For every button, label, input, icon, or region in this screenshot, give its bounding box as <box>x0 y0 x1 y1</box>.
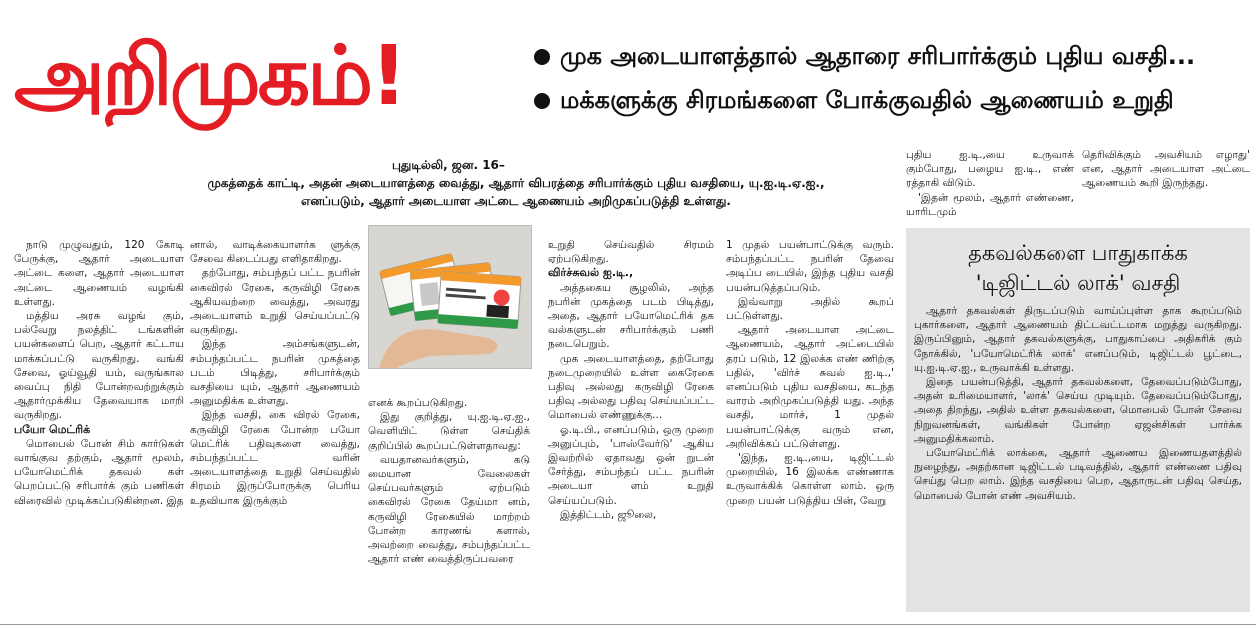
paragraph: ஓ.டி.பி., எனப்படும், ஒரு முறை அனுப்பும், 'பாஸ்வேர்டு' ஆகிய இவற்றில் ஏதாவது ஒன் றுடன் சேர்த்து, சம்பந்தப் பட்ட நபரின் அடையா ளம் உறுதி செய்யப்படும். <box>548 423 714 507</box>
paragraph: மொபைல் போன் சிம் கார்டுகள் வாங்குவ தற்கும், ஆதார் மூலம், பயோமெட்ரிக் தகவல் கள் பெறப்பட்டு சரிபார்க் கும் பணிகள் விரைவில் முடிக்கப்படுகின்றன. இத <box>14 437 184 507</box>
paragraph: தற்போது, சம்பந்தப் பட்ட நபரின் கைவிரல் ரேகை, கருவிழி ரேகை ஆகியவற்றை வைத்து, அவரது அடையாளம் உறுதி செய்யப்பட்டு வருகிறது. <box>190 267 360 337</box>
paragraph: னால், வாடிக்கையாளர்க ளுக்கு சேவை கிடைப்பது எளிதாகிறது. <box>190 239 360 266</box>
sidebar-box-body <box>914 304 1242 604</box>
sidebar-box-title <box>906 238 1250 298</box>
bottom-divider <box>0 624 1256 625</box>
bullet-text: முக அடையாளத்தால் ஆதாரை சரிபார்க்கும் புதிய வசதி... <box>560 42 1196 70</box>
paragraph: வயதானவர்களும், கடு மையான வேலைகள் செய்பவர்களும் ஏற்படும் கைவிரல் ரேகை தேய்மா னம், கருவிழி ரேகையில் மாற்றம் போன்ற காரணங் களால், அவற்றை வைத்து, சம்பந்தப்பட்ட ஆதார் எண் வைத்திருப்பவரை <box>368 453 530 566</box>
lead-line-2: எனப்படும், ஆதார் அடையாள அட்டை ஆணையம் அறிமுகப்படுத்தி உள்ளது. <box>301 194 731 208</box>
headline-title: அறிமுகம்! <box>14 29 405 124</box>
sidebar-title-line-2: 'டிஜிட்டல் லாக்' வசதி <box>975 271 1181 295</box>
paragraph: 'இதன் மூலம், ஆதார் எண்ணை, யாரிடமும் <box>906 191 1074 218</box>
paragraph: பயோமெட்ரிக் லாக்கை, ஆதார் ஆணைய இணையதளத்தில் நுழைந்து, அதற்கான டிஜிட்டல் படிவத்தில், ஆதார் எண்ணை பதிவு செய்து பெற லாம். இந்த வசதியை பெற, ஆதாருடன் பதிவு செய்த, மொபைல் போன் எண் அவசியம். <box>914 447 1242 502</box>
article-column-3 <box>368 396 530 624</box>
paragraph: தெரிவிக்கும் அவசியம் எழாது' என, ஆதார் அடையாள அட்டை ஆணையம் கூறி இருந்தது. <box>1082 149 1250 190</box>
paragraph: அத்தகைய சூழலில், அந்த நபரின் முகத்தை படம் பிடித்து, அதை, ஆதார் பயோமெட்ரிக் தக வல்களுடன் சரிபார்க்கும் பணி நடைபெறும். <box>548 281 714 351</box>
paragraph: ஆதார் தகவல்கள் திருடப்படும் வாய்ப்புள்ள தாக கூறப்படும் புகார்களை, ஆதார் ஆணையம் திட்டவட்டமாக மறுத்து வருகிறது. இருப்பினும், ஆதார் தகவல்களுக்கு, பாதுகாப்பை அதிகரிக் கும் நோக்கில், 'பயோமெட்ரிக் லாக்' எனப்படும், டிஜிட்டல் பூட்டை, யு.ஐ.டி.ஏ.ஐ., உருவாக்கி உள்ளது. <box>914 305 1242 374</box>
aadhaar-cards-photo <box>368 225 532 369</box>
subheading: விர்ச்சுவல் ஐ.டி., <box>548 266 634 280</box>
aadhaar-cards-illustration <box>369 226 531 368</box>
paragraph: இவ்வாறு அதில் கூறப் பட்டுள்ளது. <box>726 295 894 323</box>
article-column-4 <box>548 238 714 624</box>
paragraph: முக அடையாளத்தை, தற்போது நடைமுறையில் உள்ள கைரேகை பதிவு அல்லது கருவிழி ரேகை பதிவு அல்லது பதிவு செய்யப்பட்ட மொபைல் எண்ணுக்கு... <box>548 352 714 422</box>
headline-bullet-2 <box>534 80 1250 120</box>
bullet-text: மக்களுக்கு சிரமங்களை போக்குவதில் ஆணையம் உறுதி <box>560 86 1174 114</box>
paragraph: ஆதார் அடையாள அட்டை ஆணையம், ஆதார் அட்டையில் தரப் படும், 12 இலக்க எண் ணிற்கு பதில், 'விர்ச் சுவல் ஐ.டி.,' எனப்படும் புதிய வசதியை, கடந்த வாரம் அறிமுகப்படுத்தி யது. அந்த வசதி, மார்ச், 1 முதல் பயன்பாட்டுக்கு வரும் என, அறிவிக்கப் பட்டுள்ளது. <box>726 324 894 450</box>
paragraph: நாடு முழுவதும், 120 கோடி பேருக்கு, ஆதார் அடையாள அட்டை களை, ஆதார் அடையாள அட்டை ஆணையம் வழங்கி உள்ளது. <box>14 239 184 308</box>
article-column-5 <box>726 238 894 624</box>
lead-line-1: முகத்தைக் காட்டி, அதன் அடையாளத்தை வைத்து, ஆதார் விபரத்தை சரிபார்க்கும் புதிய வசதியை, யு.ஐ.டி.ஏ.ஐ., <box>207 176 825 190</box>
bullet-icon <box>534 49 550 65</box>
top-right-column-right <box>1082 148 1250 224</box>
paragraph: இந்த அம்சங்களுடன், சம்பந்தப்பட்ட நபரின் முகத்தை படம் பிடித்து, சரிபார்க்கும் வசதியை யும், ஆதார் ஆணையம் அனுமதிக்க உள்ளது. <box>190 338 360 408</box>
paragraph: புதிய ஐ.டி.,யை உருவாக் கும்போது, பழைய ஐ.டி., எண் ரத்தாகி விடும். <box>906 149 1074 190</box>
headline-bullet-1 <box>534 36 1250 76</box>
dateline: புதுடில்லி, ஜன. 16– <box>392 158 505 172</box>
paragraph: இதை பயன்படுத்தி, ஆதார் தகவல்களை, தேவைப்படும்போது, அதன் உரிமையாளர், 'லாக்' செய்ய முடியும். தேவைப்படும்போது, அதை திறந்து, அதில் உள்ள தகவல்களை, மொபைல் போன் சேவை நிறுவனங்கள், வங்கிகள் போன்ற ஏஜன்சிகள் பார்க்க அனுமதிக்கலாம். <box>914 376 1242 445</box>
paragraph: உறுதி செய்வதில் சிரமம் ஏற்படுகிறது. <box>548 239 714 266</box>
paragraph: எனக் கூறப்படுகிறது. <box>368 397 468 409</box>
paragraph: இந்த வசதி, கை விரல் ரேகை, கருவிழி ரேகை போன்ற பயோ மெட்ரிக் பதிவுகளை வைத்து, சம்பந்தப்பட்ட வரின் அடையாளத்தை உறுதி செய்வதில் சிரமம் இருப்போருக்கு பெரிய உதவியாக இருக்கும் <box>190 409 360 507</box>
bullet-icon <box>534 93 550 109</box>
top-right-column-left <box>906 148 1074 224</box>
paragraph: மத்திய அரசு வழங் கும், பல்வேறு நலத்திட் டங்களின் பயன்களைப் பெற, ஆதார் கட்டாய மாக்கப்பட்டு வருகிறது. வங்கி சேவை, ஓய்வூதி யம், வருங்கால வைப்பு நிதி போன்றவற்றுக்கும் ஆதார்முக்கிய தேவையாக மாறி வருகிறது. <box>14 310 184 422</box>
paragraph: 'இந்த, ஐ.டி.,யை, டிஜிட்டல் முறையில், 16 இலக்க எண்ணாக உருவாக்கிக் கொள்ள லாம். ஒரு முறை பயன் படுத்திய பின், வேறு <box>726 452 894 507</box>
article-column-2 <box>190 238 360 624</box>
sidebar-title-line-1: தகவல்களை பாதுகாக்க <box>968 241 1188 265</box>
subheading: பயோ மெட்ரிக் <box>14 422 91 436</box>
paragraph: 1 முதல் பயன்பாட்டுக்கு வரும். சம்பந்தப்பட்ட நபரின் தேவை அடிப்ப டையில், இந்த புதிய வசதி பயன்படுத்தப்படும். <box>726 239 894 294</box>
paragraph: இத்திட்டம், ஜூலை, <box>560 508 657 521</box>
article-column-1 <box>14 238 184 624</box>
paragraph: இது குறித்து, யு.ஐ.டி.ஏ.ஐ., வெளியிட் டுள்ள செய்திக் குறிப்பில் கூறப்பட்டுள்ளதாவது: <box>368 411 530 452</box>
